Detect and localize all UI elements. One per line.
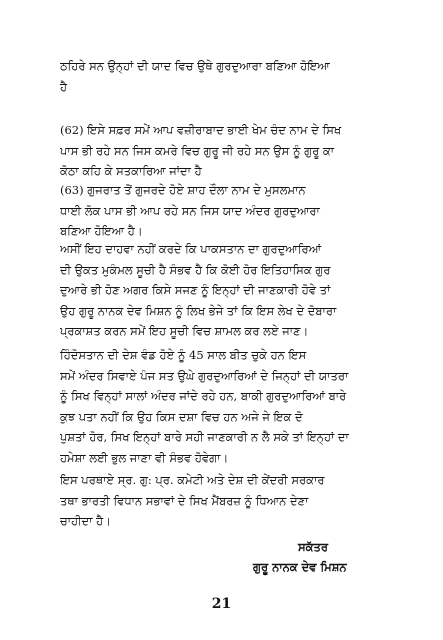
page-number: 21 <box>211 596 232 612</box>
paragraph-item-62 <box>60 120 380 182</box>
text-line: ਤਥਾ ਭਾਰਤੀ ਵਿਧਾਨ ਸਭਾਵਾਂ ਦੇ ਸਿਖ ਮੈਂਬਰਜ਼ ਨੂੰ ਧਿਆਨ ਦੇਣਾ <box>60 493 309 508</box>
signature-organization: ਗੁਰੂ ਨਾਨਕ ਦੇਵ ਮਿਸ਼ਨ <box>253 560 347 574</box>
text-line: ਧਾਈ ਲੋਕ ਪਾਸ ਭੀ ਆਪ ਰਹੇ ਸਨ ਜਿਸ ਯਾਦ ਅੰਦਰ ਗੁਰਦੁਆਰਾ <box>60 203 320 218</box>
text-line: ਠਹਿਰੇ ਸਨ ਉਨ੍ਹਾਂ ਦੀ ਯਾਦ ਵਿਚ ਉਥੇ ਗੁਰਦੁਆਰਾ ਬਣਿਆ ਹੋਇਆ <box>60 59 330 73</box>
text-line: ਦੀ ਉਕਤ ਮੁਕੰਮਲ ਸੂਚੀ ਹੈ ਸੰਭਵ ਹੈ ਕਿ ਕੋਈ ਹੋਰ ਇਤਿਹਾਸਿਕ ਗੁਰ <box>60 262 331 277</box>
text-line: (62) ਇਸੇ ਸਫ਼ਰ ਸਮੇਂ ਆਪ ਵਜ਼ੀਰਾਬਾਦ ਭਾਈ ਖੇਮ ਚੰਦ ਨਾਮ ਦੇ ਸਿਖ <box>60 123 342 137</box>
text-line: ਨੂੰ ਸਿਖ ਵਿਨ੍ਹਾਂ ਸਾਲਾਂ ਅੰਦਰ ਜਾਂਦੇ ਰਹੇ ਹਨ, ਬਾਕੀ ਗੁਰਦੁਆਰਿਆਂ ਬਾਰੇ <box>60 389 347 403</box>
text-line: ਚਾਹੀਦਾ ਹੈ। <box>60 514 111 528</box>
text-line: ਬਣਿਆ ਹੋਇਆ ਹੈ। <box>60 224 143 238</box>
text-line: (63) ਗੁਜਰਾਤ ਤੋਂ ਗੁਜਰਦੇ ਹੋਏ ਸ਼ਾਹ ਦੌਲਾ ਨਾਮ ਦੇ ਮੁਸਲਮਾਨ <box>60 183 306 197</box>
paragraph-appeal <box>60 470 380 532</box>
text-line: ਇਸ ਪਰਥਾਏ ਸ੍ਰ. ਗੁ: ਪ੍ਰ. ਕਮੇਟੀ ਅਤੇ ਦੇਸ਼ ਦੀ ਕੇਂਦਰੀ ਸਰਕਾਰ <box>60 473 325 487</box>
text-line: ਪੁਸ਼ਤਾਂ ਹੋਰ, ਸਿਖ ਇਨ੍ਹਾਂ ਬਾਰੇ ਸਹੀ ਜਾਣਕਾਰੀ ਨ ਲੈ ਸਕੇ ਤਾਂ ਇਨ੍ਹਾਂ ਦਾ <box>60 430 349 444</box>
text-line: ਹਿੰਦੋਸਤਾਨ ਦੀ ਦੇਸ਼ ਵੰਡ ਹੋਏ ਨੂੰ 45 ਸਾਲ ਬੀਤ ਚੁਕੇ ਹਨ ਇਸ <box>60 348 307 362</box>
text-line: ਪਾਸ ਭੀ ਰਹੇ ਸਨ ਜਿਸ ਕਮਰੇ ਵਿਚ ਗੁਰੂ ਜੀ ਰਹੇ ਸਨ ਉਸ ਨੂੰ ਗੁਰੂ ਕਾ <box>60 143 335 158</box>
text-line: ਹਮੇਸ਼ਾ ਲਈ ਭੁਲ ਜਾਣਾ ਵੀ ਸੰਭਵ ਹੋਵੇਗਾ। <box>60 450 229 465</box>
text-line: ਦੁਆਰੇ ਭੀ ਹੋਣ ਅਗਰ ਕਿਸੇ ਸਜਣ ਨੂੰ ਇਨ੍ਹਾਂ ਦੀ ਜਾਣਕਾਰੀ ਹੋਵੇ ਤਾਂ <box>60 283 331 297</box>
text-line: ਸਮੇਂ ਅੰਦਰ ਸਿਵਾਏ ਪੰਜ ਸਤ ਉਘੇ ਗੁਰਦੁਆਰਿਆਂ ਦੇ ਜਿਨ੍ਹਾਂ ਦੀ ਯਾਤਰਾ <box>60 368 349 383</box>
paragraph-continuation <box>60 56 380 97</box>
text-line: ਉਹ ਗੁਰੂ ਨਾਨਕ ਦੇਵ ਮਿਸ਼ਨ ਨੂੰ ਲਿਖ ਭੇਜੇ ਤਾਂ ਕਿ ਇਸ ਲੇਖ ਦੇ ਦੋਬਾਰਾ <box>60 303 337 318</box>
signature-title: ਸਕੱਤਰ <box>298 540 328 554</box>
text-line: ਪ੍ਰਕਾਸ਼ਤ ਕਰਨ ਸਮੇਂ ਇਹ ਸੂਚੀ ਵਿਚ ਸ਼ਾਮਲ ਕਰ ਲਏ ਜਾਣ। <box>60 324 309 338</box>
text-line: ਅਸੀਂ ਇਹ ਦਾਹਵਾ ਨਹੀਂ ਕਰਦੇ ਕਿ ਪਾਕਸਤਾਨ ਦਾ ਗੁਰਦੁਆਰਿਆਂ <box>60 242 322 256</box>
text-line: ਕੋਠਾ ਕਹਿ ਕੇ ਸਤਕਾਰਿਆ ਜਾਂਦਾ ਹੈ <box>60 164 202 178</box>
text-line: ਹੈ <box>60 79 68 94</box>
paragraph-disclaimer <box>60 239 380 342</box>
paragraph-partition <box>60 345 380 468</box>
text-line: ਕੁਝ ਪਤਾ ਨਹੀਂ ਕਿ ਉਹ ਕਿਸ ਦਸ਼ਾ ਵਿਚ ਹਨ ਅਜੇ ਜੇ ਇਕ ਦੋ <box>60 409 303 424</box>
paragraph-item-63 <box>60 180 380 242</box>
